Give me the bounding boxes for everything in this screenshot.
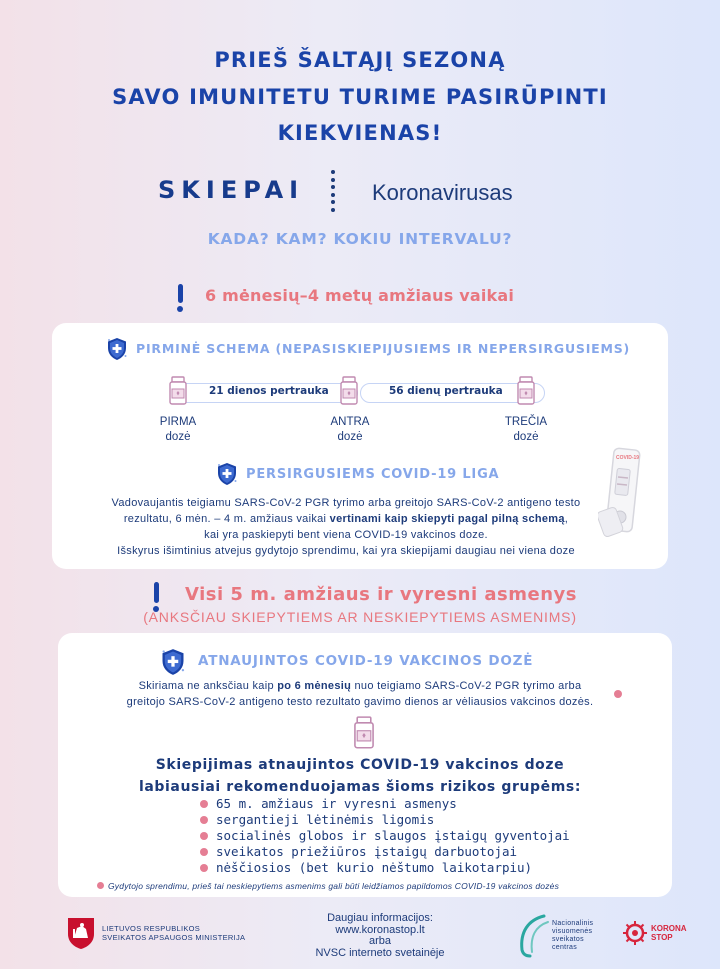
more-info-block: Daugiau informacijos: www.koronastop.lt arba NVSC interneto svetainėje bbox=[305, 913, 455, 959]
shield-plus-icon bbox=[160, 648, 186, 680]
interval-label-1: 21 dienos pertrauka bbox=[205, 385, 333, 397]
section1-title: 6 mėnesių–4 metų amžiaus vaikai bbox=[205, 286, 515, 305]
korona-stop-name: KORONA STOP bbox=[651, 924, 687, 942]
footnote: Gydytojo sprendimu, prieš tai neskiepytiems asmenims gali būti leidžiamos papildomos COVID-19 vakcinos dozės bbox=[108, 881, 560, 891]
questions-subtitle: KADA? KAM? KOKIU INTERVALU? bbox=[207, 230, 513, 248]
vial-icon bbox=[167, 376, 189, 410]
section2-title: Visi 5 m. amžiaus ir vyresni asmenys bbox=[185, 584, 577, 605]
title-line-3: KIEKVIENAS! bbox=[277, 121, 443, 145]
pink-bullet-icon bbox=[97, 882, 104, 889]
exclamation-icon bbox=[177, 284, 183, 312]
dose-3-label: TREČIA dozė bbox=[504, 416, 548, 443]
skiepai-label: SKIEPAI bbox=[158, 176, 305, 204]
list-item: 65 m. amžiaus ir vyresni asmenys bbox=[200, 796, 570, 812]
vial-icon bbox=[338, 376, 360, 410]
title-line-2: SAVO IMUNITETU TURIME PASIRŪPINTI bbox=[112, 85, 608, 109]
vial-icon bbox=[351, 716, 377, 754]
primary-schema-heading: PIRMINĖ SCHEMA (NEPASISKIEPIJUSIEMS IR NEPERSIRGUSIEMS) bbox=[136, 341, 631, 356]
vial-icon bbox=[515, 376, 537, 410]
updated-dose-text: Skiriama ne anksčiau kaip po 6 mėnesių nuo teigiamo SARS-CoV-2 PGR tyrimo arba greitojo SARS-CoV-2 antigeno testo rezultato gavimo dienos ar vėliausios vakcinos dozės. bbox=[126, 680, 594, 708]
dotted-divider bbox=[330, 170, 336, 212]
recovered-text: Vadovaujantis teigiamu SARS-CoV-2 PGR tyrimo arba greitojo SARS-CoV-2 antigeno testo rezultatu, 6 mėn. – 4 m. amžiaus vaikai vertinami kaip skiepyti pagal pilną schemą, kai yra paskiepyti bent viena COVID-19 vakcinos doze. Išskyrus išimtinius atvejus gydytojo sprendimu, kai yra skiepijami daugiau nei viena doze bbox=[111, 497, 581, 557]
exclamation-icon bbox=[153, 582, 159, 612]
dose-1-label: PIRMA dozė bbox=[159, 416, 197, 443]
test-label: COVID-19 bbox=[616, 455, 640, 461]
list-item: sergantieji lėtinėmis ligomis bbox=[200, 812, 570, 828]
risk-groups-list bbox=[200, 796, 570, 876]
topic-label: Koronavirusas bbox=[372, 180, 513, 205]
dose-2-label: ANTRA dozė bbox=[330, 416, 370, 443]
dose-timeline bbox=[160, 375, 560, 409]
section2-subtitle: (ANKSČIAU SKIEPYTIEMS AR NESKIEPYTIEMS ASMENIMS) bbox=[143, 609, 577, 625]
ministry-name: LIETUVOS RESPUBLIKOS SVEIKATOS APSAUGOS MINISTERIJA bbox=[102, 924, 246, 942]
rapid-test-icon bbox=[598, 447, 644, 543]
shield-plus-icon bbox=[216, 462, 238, 490]
lithuania-coat-of-arms-icon bbox=[66, 916, 96, 954]
recovered-heading: PERSIRGUSIEMS COVID-19 LIGA bbox=[246, 467, 500, 482]
updated-dose-heading: ATNAUJINTOS COVID-19 VAKCINOS DOZĖ bbox=[198, 653, 534, 669]
title-line-1: PRIEŠ ŠALTĄJĮ SEZONĄ bbox=[214, 48, 506, 72]
list-item: nėščiosios (bet kurio nėštumo laikotarpiu) bbox=[200, 860, 570, 876]
list-item: socialinės globos ir slaugos įstaigų gyventojai bbox=[200, 828, 570, 844]
nvsc-name: Nacionalinis visuomenės sveikatos centras bbox=[552, 920, 594, 951]
pink-bullet-icon bbox=[614, 690, 622, 698]
interval-label-2: 56 dienų pertrauka bbox=[385, 385, 507, 397]
website-link[interactable]: www.koronastop.lt bbox=[335, 923, 425, 936]
recommendation-heading: Skiepijimas atnaujintos COVID-19 vakcinos doze labiausiai rekomenduojamas šioms rizikos grupėms: bbox=[138, 757, 582, 795]
korona-stop-virus-icon bbox=[622, 920, 648, 950]
shield-plus-icon bbox=[106, 337, 128, 365]
list-item: sveikatos priežiūros įstaigų darbuotojai bbox=[200, 844, 570, 860]
nvsc-logo-icon bbox=[514, 912, 552, 962]
